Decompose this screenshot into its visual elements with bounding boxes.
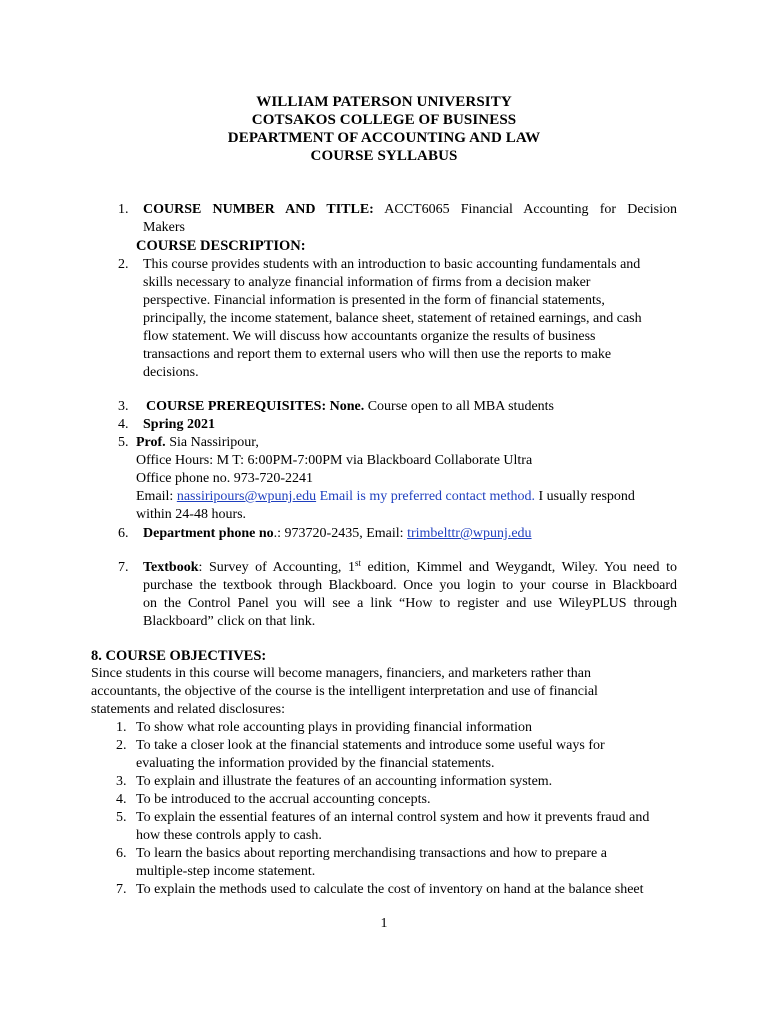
course-objectives-heading: 8. COURSE OBJECTIVES: xyxy=(91,648,267,664)
department-phone-label: Department phone no xyxy=(143,526,274,541)
objective-number: 6. xyxy=(116,846,127,861)
office-phone: Office phone no. 973-720-2241 xyxy=(136,471,314,486)
objective-item: To explain and illustrate the features of an accounting information system. xyxy=(136,774,553,789)
department-email-link[interactable]: trimbelttr@wpunj.edu xyxy=(407,526,532,541)
item-number-6: 6. xyxy=(118,526,129,541)
objective-item-continued: evaluating the information provided by the financial statements. xyxy=(136,756,495,771)
objective-number: 5. xyxy=(116,810,127,825)
objective-number: 7. xyxy=(116,882,127,897)
prerequisites-text: Course open to all MBA students xyxy=(364,399,554,414)
item-number-5: 5. xyxy=(118,435,129,450)
prerequisites xyxy=(146,398,554,416)
professor-email-line xyxy=(136,488,635,506)
university-name: WILLIAM PATERSON UNIVERSITY xyxy=(256,94,512,110)
course-title-continued: Makers xyxy=(143,220,185,235)
department-contact xyxy=(143,525,532,543)
professor-label: Prof. xyxy=(136,435,166,450)
item-number-4: 4. xyxy=(118,417,129,432)
college-name: COTSAKOS COLLEGE OF BUSINESS xyxy=(251,112,517,128)
item-number-2: 2. xyxy=(118,257,129,272)
textbook-label: Textbook xyxy=(143,560,199,575)
edition-superscript: st xyxy=(354,558,361,568)
objectives-intro-line: statements and related disclosures: xyxy=(91,702,285,717)
textbook-line: Blackboard” click on that link. xyxy=(143,614,316,629)
course-number-value: ACCT6065 Financial Accounting for Decision xyxy=(373,202,677,217)
course-number-label: COURSE NUMBER AND TITLE: xyxy=(143,202,374,217)
objective-item: To take a closer look at the financial statements and introduce some useful ways for xyxy=(136,738,605,753)
textbook-text: : Survey of Accounting, 1 xyxy=(198,560,355,575)
course-description-line: skills necessary to analyze financial information of firms from a decision maker xyxy=(143,275,591,290)
course-description-line: decisions. xyxy=(143,365,199,380)
response-time-continued: within 24-48 hours. xyxy=(136,507,247,522)
objective-item-continued: how these controls apply to cash. xyxy=(136,828,322,843)
objective-number: 4. xyxy=(116,792,127,807)
professor xyxy=(136,434,259,452)
objectives-intro-line: Since students in this course will become managers, financiers, and marketers rather than xyxy=(91,666,591,681)
objectives-intro-line: accountants, the objective of the course is the intelligent interpretation and use of financial xyxy=(91,684,598,699)
objective-number: 2. xyxy=(116,738,127,753)
document-title: COURSE SYLLABUS xyxy=(310,148,458,164)
objective-item: To learn the basics about reporting merchandising transactions and how to prepare a xyxy=(136,846,607,861)
course-description-line: This course provides students with an introduction to basic accounting fundamentals and xyxy=(143,257,641,272)
course-description-line: transactions and report them to external users who will then use the reports to make xyxy=(143,347,612,362)
professor-name: Sia Nassiripour, xyxy=(165,435,259,450)
page-number: 1 xyxy=(380,916,388,931)
textbook-line: purchase the textbook through Blackboard. Once you login to your course in Blackboard xyxy=(143,578,677,593)
email-preference-note: Email is my preferred contact method. xyxy=(316,489,535,504)
course-description-line: flow statement. We will discuss how accountants organize the results of business xyxy=(143,329,596,344)
textbook-text-continued: edition, Kimmel and Weygandt, Wiley. You need to xyxy=(360,560,677,575)
objective-item: To explain the methods used to calculate the cost of inventory on hand at the balance sheet xyxy=(136,882,644,897)
course-description-heading: COURSE DESCRIPTION: xyxy=(136,238,306,254)
course-description-line: perspective. Financial information is presented in the form of financial statements, xyxy=(143,293,605,308)
department-name: DEPARTMENT OF ACCOUNTING AND LAW xyxy=(227,130,541,146)
objective-item: To explain the essential features of an internal control system and how it prevents fraud and xyxy=(136,810,650,825)
item-number-1: 1. xyxy=(118,202,129,217)
item-number-3: 3. xyxy=(118,399,129,414)
objective-item-continued: multiple-step income statement. xyxy=(136,864,316,879)
objective-number: 1. xyxy=(116,720,127,735)
course-number-title xyxy=(143,201,677,219)
department-phone-text: .: 973720-2435, Email: xyxy=(273,526,408,541)
term: Spring 2021 xyxy=(143,417,215,432)
office-hours: Office Hours: M T: 6:00PM-7:00PM via Blackboard Collaborate Ultra xyxy=(136,453,533,468)
textbook-line: on the Control Panel you will see a link “How to register and use WileyPLUS through xyxy=(143,596,677,611)
textbook-line xyxy=(143,559,677,577)
objective-item: To be introduced to the accrual accounting concepts. xyxy=(136,792,431,807)
item-number-7: 7. xyxy=(118,560,129,575)
prerequisites-label: COURSE PREREQUISITES: None. xyxy=(146,399,365,414)
objective-number: 3. xyxy=(116,774,127,789)
course-description-line: principally, the income statement, balance sheet, statement of retained earnings, and cash xyxy=(143,311,642,326)
email-label: Email: xyxy=(136,489,177,504)
professor-email-link[interactable]: nassiripours@wpunj.edu xyxy=(176,489,317,504)
objective-item: To show what role accounting plays in providing financial information xyxy=(136,720,532,735)
response-time: I usually respond xyxy=(534,489,635,504)
